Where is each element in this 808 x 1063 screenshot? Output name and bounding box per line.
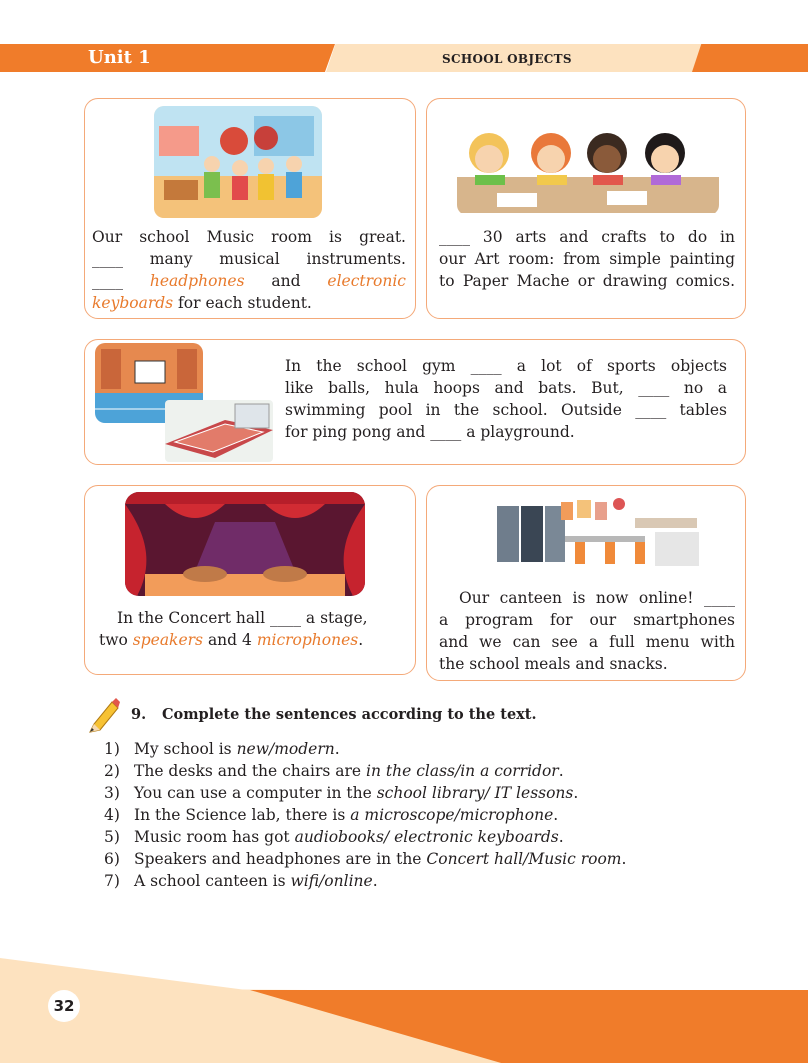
- item-options: school library/ IT lessons: [376, 784, 574, 802]
- item-end: .: [372, 872, 378, 890]
- header-band-left: [0, 44, 335, 72]
- page-number: 32: [48, 990, 80, 1022]
- item-options: new/modern: [236, 740, 335, 758]
- highlight-keyboards: keyboards: [92, 294, 174, 312]
- item-end: .: [334, 740, 340, 758]
- card-music-room: [84, 98, 416, 319]
- gym-text-line2: like balls, hula hoops and bats. But, ____ no a: [285, 379, 727, 397]
- exercise-title: Complete the sentences according to the text.: [162, 706, 537, 723]
- pencil-icon: [86, 698, 120, 736]
- list-item: [104, 738, 626, 760]
- concert-text-line1: In the Concert hall ____ a stage,: [117, 609, 368, 627]
- canteen-text-line4: the school meals and snacks.: [439, 655, 668, 673]
- period: .: [358, 631, 364, 649]
- item-options: in the class/in a corridor: [366, 762, 559, 780]
- art-text-line3: to Paper Mache or drawing comics.: [439, 272, 735, 290]
- music-text-line4: [92, 292, 406, 314]
- highlight-electronic: electronic: [327, 272, 406, 290]
- item-text: Speakers and headphones are in the: [134, 850, 427, 868]
- blank: ____: [92, 272, 123, 290]
- canteen-text-line1: Our canteen is now online! ____: [459, 589, 735, 607]
- art-text-line2: our Art room: from simple painting: [439, 250, 735, 268]
- item-number: 1): [104, 740, 120, 758]
- gym-text-line4: for ping pong and ____ a playground.: [285, 423, 575, 441]
- highlight-headphones: headphones: [149, 272, 245, 290]
- card-gym: [84, 339, 746, 465]
- item-text: You can use a computer in the: [134, 784, 377, 802]
- item-end: .: [621, 850, 627, 868]
- music-room-illustration: [154, 106, 322, 218]
- unit-label: Unit 1: [88, 47, 151, 68]
- item-end: .: [558, 762, 564, 780]
- item-text: My school is: [134, 740, 237, 758]
- exercise-number: 9.: [131, 706, 147, 723]
- item-number: 6): [104, 850, 120, 868]
- list-item: [104, 826, 626, 848]
- music-text-line1: Our school Music room is great.: [92, 228, 406, 246]
- gym-text-line1: In the school gym ____ a lot of sports objects: [285, 357, 727, 375]
- highlight-speakers: speakers: [132, 631, 203, 649]
- gym-text-line3: swimming pool in the school. Outside ____ tables: [285, 401, 727, 419]
- item-options: Concert hall/Music room: [426, 850, 622, 868]
- list-item: [104, 804, 626, 826]
- item-text: The desks and the chairs are: [134, 762, 367, 780]
- section-title: SCHOOL OBJECTS: [442, 52, 572, 66]
- list-item: [104, 782, 626, 804]
- stage-illustration: [125, 492, 365, 596]
- item-text: A school canteen is: [134, 872, 291, 890]
- art-text-line1: ____ 30 arts and crafts to do in: [439, 228, 735, 246]
- item-options: audiobooks/ electronic keyboards: [294, 828, 559, 846]
- item-number: 5): [104, 828, 120, 846]
- list-item: [104, 760, 626, 782]
- item-end: .: [558, 828, 564, 846]
- concert-text-line2: [99, 629, 401, 651]
- canteen-illustration: [495, 496, 701, 572]
- music-text-line3: [92, 270, 406, 292]
- item-number: 7): [104, 872, 120, 890]
- word-two: two: [99, 631, 128, 649]
- card-art-room: [426, 98, 746, 319]
- list-item: [104, 848, 626, 870]
- item-options: a microscope/microphone: [350, 806, 554, 824]
- music-text-line2: ____ many musical instruments.: [92, 250, 406, 268]
- list-item: [104, 870, 626, 892]
- item-number: 4): [104, 806, 120, 824]
- word-and: and: [271, 272, 301, 290]
- word-and-4: and 4: [207, 631, 252, 649]
- item-end: .: [553, 806, 559, 824]
- canteen-text-line3: and we can see a full menu with: [439, 633, 735, 651]
- art-room-illustration: [457, 115, 719, 215]
- item-number: 3): [104, 784, 120, 802]
- item-number: 2): [104, 762, 120, 780]
- card-canteen: [426, 485, 746, 681]
- tennis-court-illustration: [165, 400, 273, 462]
- item-options: wifi/online: [290, 872, 373, 890]
- card-concert-hall: [84, 485, 416, 675]
- header-band-right: [692, 44, 808, 72]
- music-text-end: for each student.: [178, 294, 312, 312]
- item-text: In the Science lab, there is: [134, 806, 351, 824]
- canteen-text-line2: a program for our smartphones: [439, 611, 735, 629]
- exercise-list: [104, 738, 626, 892]
- item-text: Music room has got: [134, 828, 295, 846]
- highlight-microphones: microphones: [256, 631, 359, 649]
- item-end: .: [573, 784, 579, 802]
